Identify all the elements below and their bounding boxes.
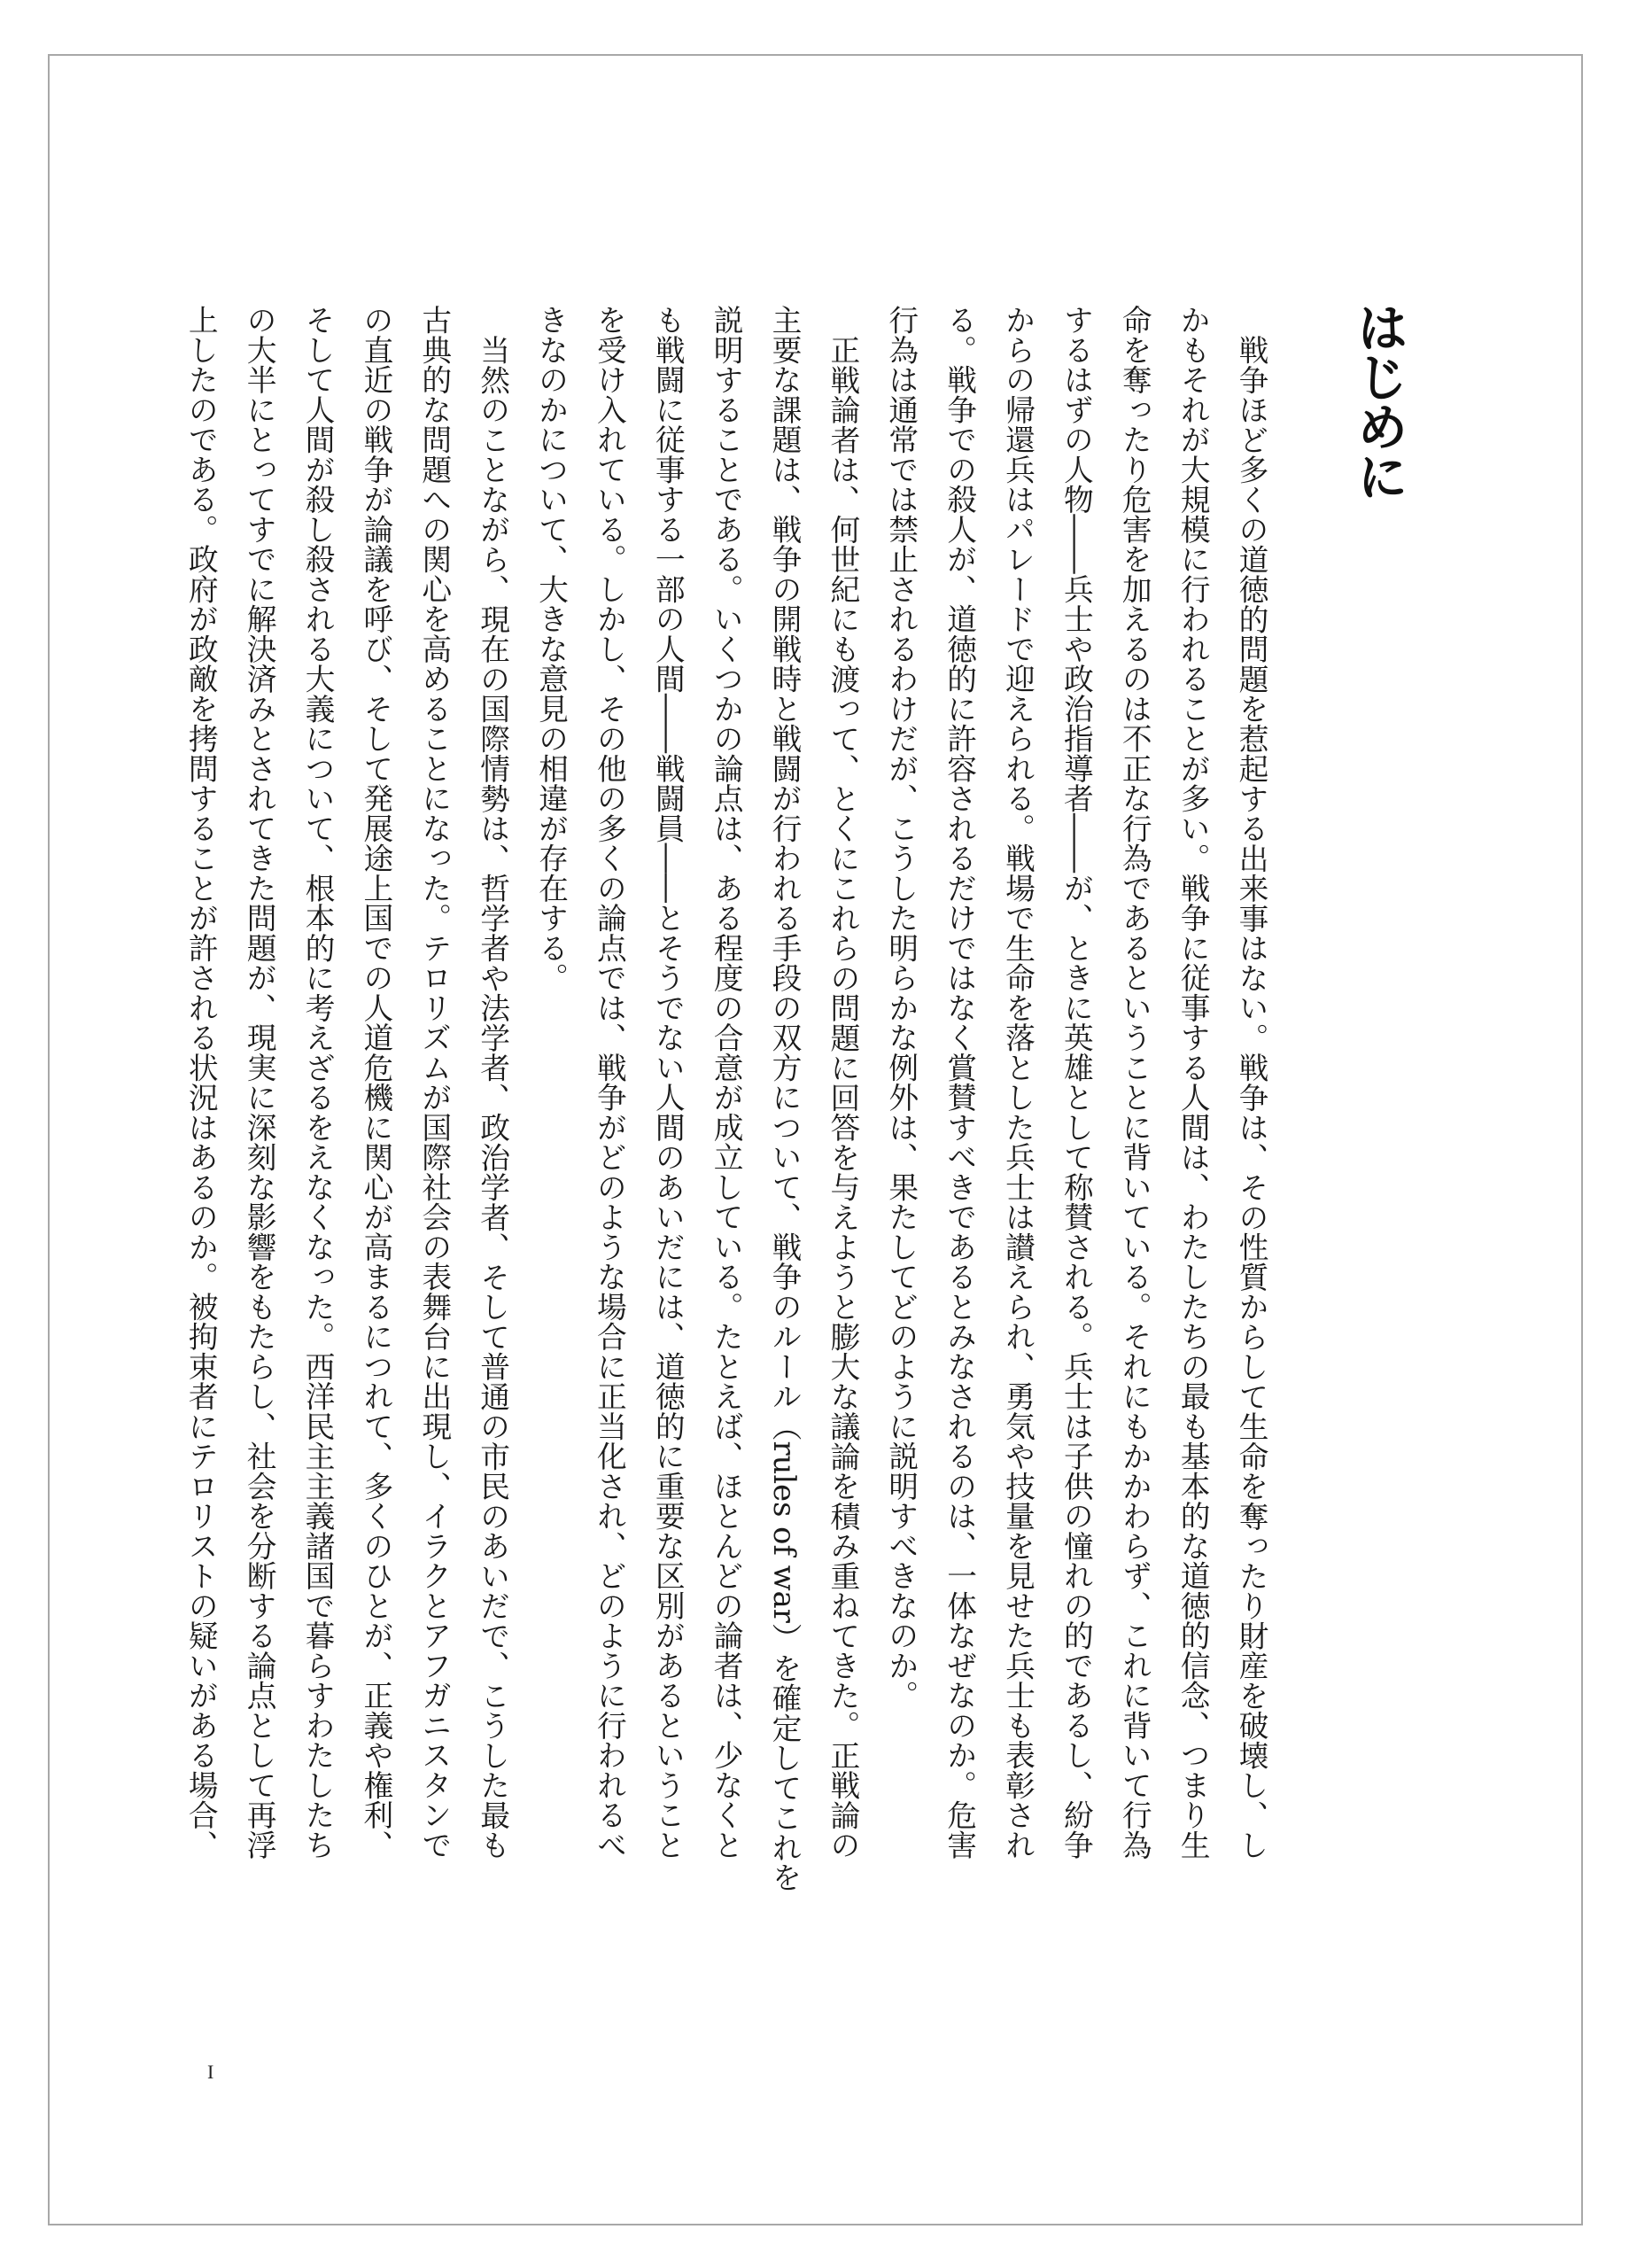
text-line: 当然のことながら、現在の国際情勢は、哲学者や法学者、政治学者、そして普通の市民のあいだで、こうした最も [475,334,510,1860]
text-line: 命を奪ったり危害を加えるのは不正な行為であるということに背いている。それにもかかわらず、これに背いて行為 [1117,305,1152,1860]
text-line: も戦闘に従事する一部の人間――戦闘員――とそうでない人間のあいだには、道徳的に重要な区別があるということ [650,305,686,1860]
text-line: の直近の戦争が論議を呼び、そして発展途上国での人道危機に関心が高まるにつれて、多くのひとが、正義や権利、 [358,305,393,1860]
text-line: からの帰還兵はパレードで迎えられる。戦場で生命を落とした兵士は讃えられ、勇気や技量を見せた兵士も表彰され [1000,305,1036,1860]
text-line: そして人間が殺し殺される大義について、根本的に考えざるをえなくなった。西洋民主主義諸国で暮らすわたしたち [300,305,335,1860]
text-line: 主要な課題は、戦争の開戦時と戦闘が行われる手段の双方について、戦争のルール（rules of war）を確定してこれを [767,305,802,1892]
text-line: 古典的な問題への関心を高めることになった。テロリズムが国際社会の表舞台に出現し、イラクとアフガニスタンで [416,305,452,1860]
body-text [171,305,1280,1892]
text-line: を受け入れている。しかし、その他の多くの論点では、戦争がどのような場合に正当化され、どのように行われるべ [592,305,627,1860]
chapter-title: はじめに [1348,301,1408,500]
text-line: 説明することである。いくつかの論点は、ある程度の合意が成立している。たとえば、ほとんどの論者は、少なくと [709,305,744,1860]
text-line: の大半にとってすでに解決済みとされてきた問題が、現実に深刻な影響をもたらし、社会を分断する論点として再浮 [242,305,277,1860]
text-line: 戦争ほど多くの道徳的問題を惹起する出来事はない。戦争は、その性質からして生命を奪ったり財産を破壊し、し [1234,334,1268,1860]
text-line: するはずの人物――兵士や政治指導者――が、ときに英雄として称賛される。兵士は子供の憧れの的であるし、紛争 [1059,305,1094,1860]
text-line: きなのかについて、大きな意見の相違が存在する。 [533,305,569,993]
text-line: 上したのである。政府が政敵を拷問することが許される状況はあるのか。被拘束者にテロリストの疑いがある場合、 [183,305,219,1860]
text-line: 正戦論者は、何世紀にも渡って、とくにこれらの問題に回答を与えようと膨大な議論を積み重ねてきた。正戦論の [825,334,860,1860]
text-line: 行為は通常では禁止されるわけだが、こうした明らかな例外は、果たしてどのように説明すべきなのか。 [883,305,919,1711]
text-line: る。戦争での殺人が、道徳的に許容されるだけではなく賞賛すべきであるとみなされるのは、一体なぜなのか。危害 [942,305,977,1860]
text-line: かもそれが大規模に行われることが多い。戦争に従事する人間は、わたしたちの最も基本的な道徳的信念、つまり生 [1175,305,1211,1860]
page-number: I [207,2061,214,2083]
